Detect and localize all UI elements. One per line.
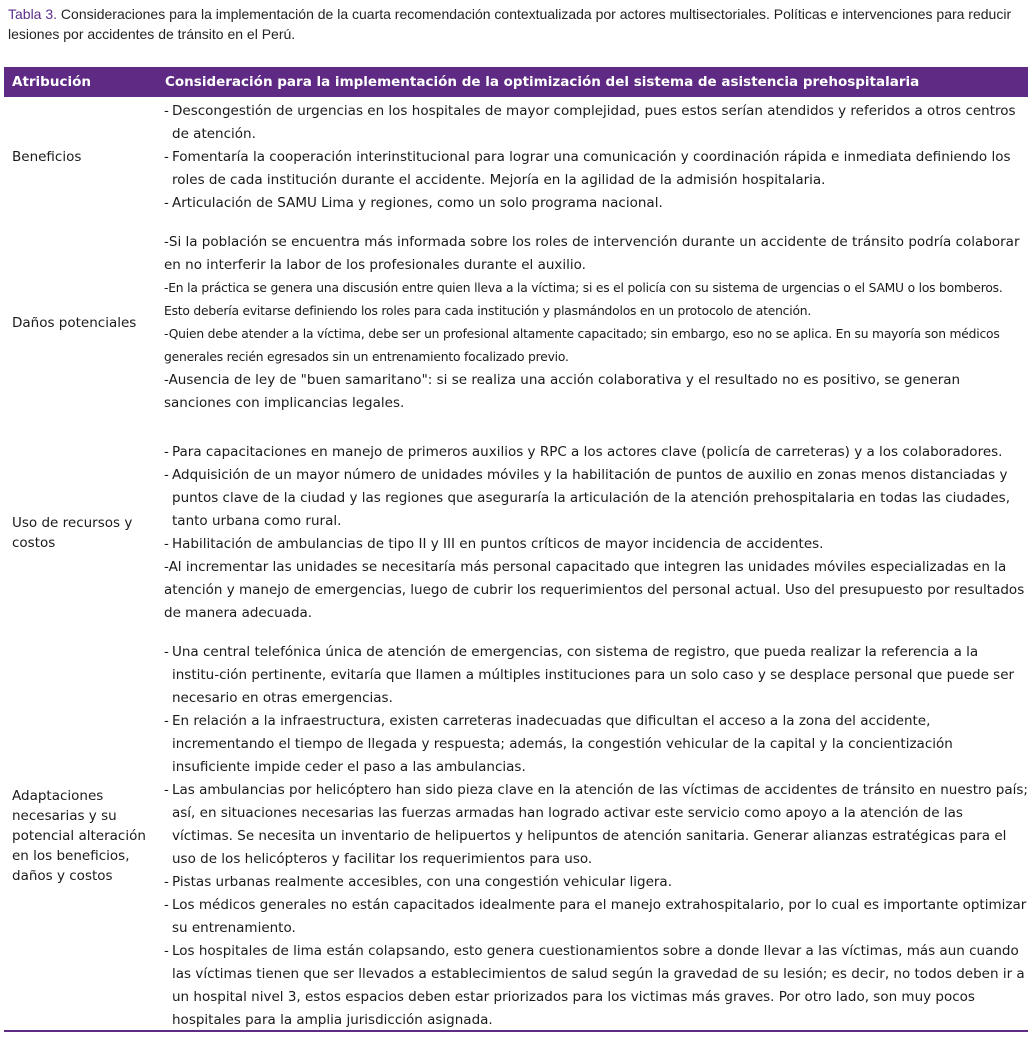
header-attribute: Atribución: [12, 74, 91, 90]
table-row-recursos: [4, 439, 1028, 627]
list-item: - Los hospitales de lima están colapsando, esto genera cuestionamientos sobre a donde llevar a las víctimas, más aun cuando las víctimas tienen que ser llevados a establecimientos de salud según la gravedad de su lesión; es decir, no todos deben ir a un hospital nivel 3, estos espacios deben estar priorizados para los victimas más graves. Por otro lado, son muy pocos hospitales para la amplia jurisdicción asignada.: [164, 942, 1025, 1028]
row-attribute: Adaptaciones necesarias y su potencial alteración en los beneficios, daños y costos: [12, 788, 146, 884]
table-caption: [8, 4, 1023, 44]
row-considerations: [164, 231, 1028, 415]
considerations-table: [4, 67, 1028, 1028]
list-item: -Quien debe atender a la víctima, debe ser un profesional altamente capacitado; sin embargo, eso no se aplica. En su mayoría son médicos generales recién egresados sin un entrenamiento focalizado previo.: [164, 327, 1000, 364]
list-item: - Una central telefónica única de atención de emergencias, con sistema de registro, que pueda realizar la referencia a la institu-ción pertinente, evitaría que llamen a múltiples instituciones para un solo caso y se desplace personal que puede ser necesario en otras emergencias.: [164, 643, 1015, 706]
list-item: - Pistas urbanas realmente accesibles, con una congestión vehicular ligera.: [164, 873, 672, 890]
list-item: - Descongestión de urgencias en los hospitales de mayor complejidad, pues estos serían atendidos y referidos a otros centros de atención.: [164, 102, 1016, 142]
list-item: - Articulación de SAMU Lima y regiones, como un solo programa nacional.: [164, 194, 663, 211]
list-item: -Si la población se encuentra más informada sobre los roles de intervención durante un accidente de tránsito podría colaborar en no interferir la labor de los profesionales durante el auxilio.: [164, 234, 1020, 273]
table-row-danos: [4, 229, 1028, 417]
row-attribute: Beneficios: [12, 149, 82, 165]
list-item: -Ausencia de ley de "buen samaritano": si se realiza una acción colaborativa y el resultado no es positivo, se generan sanciones con implicancias legales.: [164, 372, 961, 411]
caption-text: Consideraciones para la implementación de la cuarta recomendación contextualizada por actores multisectoriales. Políticas e intervenciones para reducir lesiones por accidentes de tránsito en el Perú.: [8, 6, 1012, 42]
row-considerations: [164, 441, 1028, 625]
table-row-beneficios: [4, 99, 1028, 215]
row-attribute: Daños potenciales: [12, 315, 137, 331]
list-item: - Los médicos generales no están capacitados idealmente para el manejo extrahospitalario, por lo cual es importante optimizar su entrenamiento.: [164, 896, 1027, 936]
list-item: - Fomentaría la cooperación interinstitucional para lograr una comunicación y coordinación rápida e inmediata definiendo los roles de cada institución durante el accidente. Mejoría en la agilidad de la admisión hospitalaria.: [164, 148, 1011, 188]
list-item: - En relación a la infraestructura, existen carreteras inadecuadas que dificultan el acceso a la zona del accidente, incrementando el tiempo de llegada y respuesta; además, la congestión vehicular de la capital y la concientización insuficiente impide ceder el paso a las ambulancias.: [164, 712, 953, 775]
list-item: - Habilitación de ambulancias de tipo II y III en puntos críticos de mayor incidencia de accidentes.: [164, 536, 824, 552]
table-row-adaptaciones: [4, 641, 1028, 1031]
table-header: [4, 67, 1028, 97]
list-item: -Al incrementar las unidades se necesitaría más personal capacitado que integren las unidades móviles especializadas en la atención y manejo de emergencias, luego de cubrir los requerimientos del personal actual. Uso del presupuesto por resultados de manera adecuada.: [164, 559, 1025, 621]
header-consideration: Consideración para la implementación de la optimización del sistema de asistencia prehospitalaria: [165, 74, 920, 90]
list-item: - Adquisición de un mayor número de unidades móviles y la habilitación de puntos de auxilio en zonas menos distanciadas y puntos clave de la ciudad y las regiones que aseguraría la articulación de la atención prehospitalaria en todas las ciudades, tanto urbana como rural.: [164, 467, 1011, 529]
row-considerations: [164, 100, 1028, 215]
list-item: - Para capacitaciones en manejo de primeros auxilios y RPC a los actores clave (policía de carreteras) y a los colaboradores.: [164, 444, 1003, 460]
list-item: -En la práctica se genera una discusión entre quien lleva a la víctima; si es el policía con su sistema de urgencias o el SAMU o los bomberos. Esto debería evitarse definiendo los roles para cada institución y plasmándolos en un protocolo de atención.: [164, 281, 1003, 318]
caption-label: Tabla 3.: [8, 6, 58, 22]
row-attribute: Uso de recursos y costos: [12, 515, 133, 551]
row-considerations: [164, 641, 1028, 1032]
table-bottom-rule: [4, 1030, 1028, 1032]
list-item: - Las ambulancias por helicóptero han sido pieza clave en la atención de las víctimas de accidentes de tránsito en nuestro país; así, en situaciones necesarias las fuerzas armadas han logrado activar este servicio como apoyo a la atención de las víctimas. Se necesita un inventario de helipuertos y helipuntos de atención sanitaria. Generar alianzas estratégicas para el uso de los helicópteros y facilitar los requerimientos para uso.: [164, 781, 1028, 867]
